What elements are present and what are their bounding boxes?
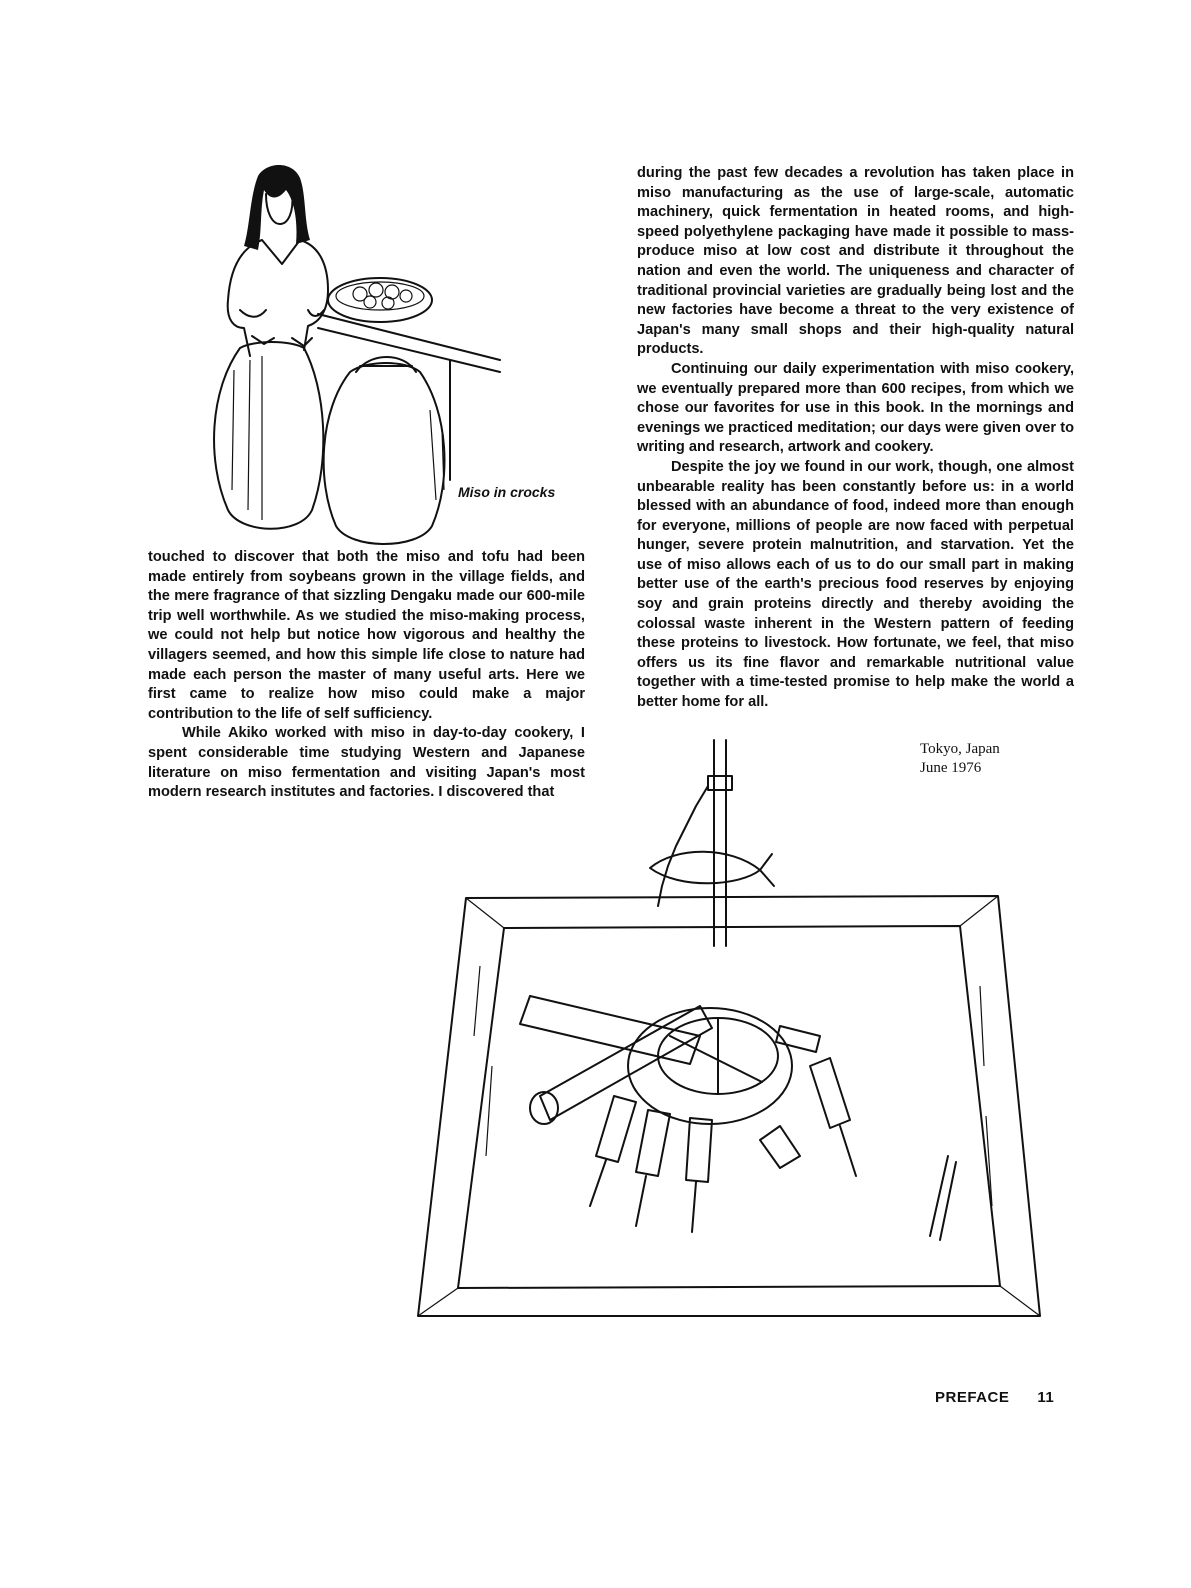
right-paragraph-2: Continuing our daily experimentation with miso cookery, we eventually prepared more than 600 recipes, from which we chose our favorites for use in this book. In the mornings and evenings we practiced meditation; our days were given over to writing and research, artwork and cookery. (637, 360, 1074, 456)
hearth-frame-inner (458, 926, 1000, 1288)
fire-tongs (930, 1156, 956, 1240)
left-paragraph-2: While Akiko worked with miso in day-to-day cookery, I spent considerable time studying Western and Japanese literature on miso fermentation and visiting Japan's most modern research institutes and factories. I discovered that (148, 725, 585, 801)
hearth-frame-outer (418, 896, 1040, 1316)
chain (658, 786, 708, 906)
woman-hands (252, 336, 312, 346)
fish-hook-ornament (650, 852, 774, 886)
bench (318, 314, 500, 480)
running-head: PREFACE (935, 1389, 1010, 1406)
right-paragraph-3: Despite the joy we found in our work, though, one almost unbearable reality has been constantly before us: in a world blessed with an abundance of food, indeed more than enough for everyone, millions of people are now faced with perpetual hunger, severe protein malnutrition, and starvation. Yet the use of miso allows each of us to do our small part in making better use of the earth's precious food reserves by enjoying soy and grain proteins directly and thereby avoiding the colossal waste inherent in the Western pattern of feeding these proteins to livestock. How fortunate, we feel, that miso offers us its fine flavor and remarkable nutritional value together with a time-tested promise to help make the world a better home for all. (637, 458, 1074, 711)
right-paragraph-1: during the past few decades a revolution has taken place in miso manufacturing as the use of large-scale, automatic machinery, quick fermentation in heated rooms, and high-speed polyethylene packaging have made it possible to mass-produce miso at low cost and distribute it throughout the nation and even the world. The uniqueness and character of traditional provincial varieties are gradually being lost and the new factories have become a threat to the very existence of Japan's many small shops and their high-quality natural products. (637, 165, 1074, 358)
firewood (520, 996, 712, 1120)
signoff-place: Tokyo, Japan (920, 741, 1000, 757)
illustration-caption: Miso in crocks (458, 484, 556, 500)
woman-blouse (228, 240, 328, 356)
page-number: 11 (1037, 1389, 1055, 1406)
left-crock (214, 342, 323, 529)
right-text-column (637, 164, 1074, 713)
page-footer (935, 1389, 1054, 1406)
left-paragraph-1: touched to discover that both the miso and tofu had been made entirely from soybeans grown in the village fields, and the mere fragrance of that sizzling Dengaku made our 600-mile trip well worthwhile. As we studied the miso-making process, we could not help but notice how vigorous and healthy the villagers seemed, and how this simple life close to nature had made each person the master of many useful arts. Here we first came to realize how miso could make a major contribution to the life of self sufficiency. (148, 549, 585, 722)
signoff-date: June 1976 (920, 760, 982, 776)
woman-face (266, 194, 292, 224)
woman-hair (244, 165, 310, 250)
hearth-illustration (400, 736, 1060, 1316)
right-crock (324, 363, 445, 544)
hanging-pole (714, 740, 726, 946)
